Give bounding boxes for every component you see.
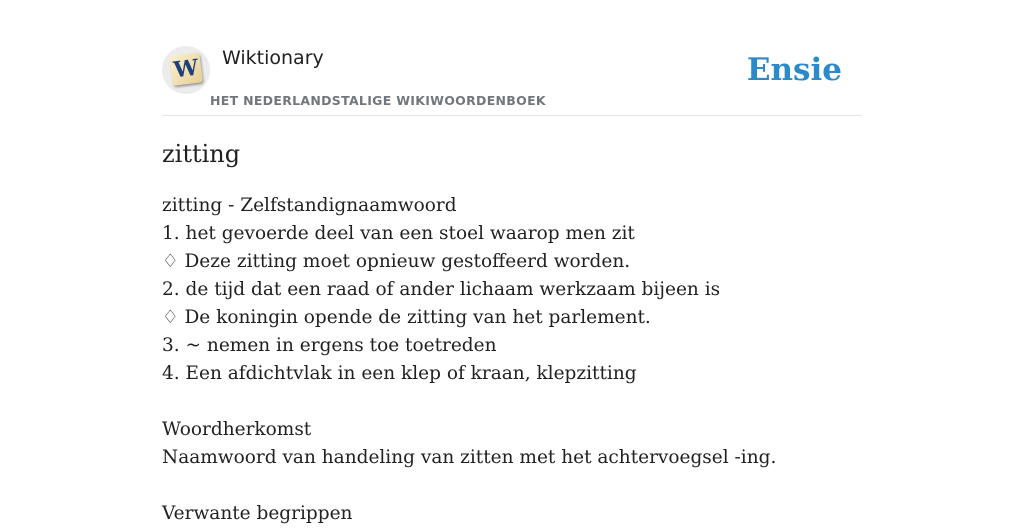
definition-2: 2. de tijd dat een raad of ander lichaam werkzaam bijeen is	[162, 279, 721, 300]
example-2: ♢ De koningin opende de zitting van het parlement.	[162, 307, 651, 328]
site-header	[162, 0, 862, 116]
logo-letter: W	[172, 54, 200, 84]
spacer	[162, 388, 862, 416]
page-title: zitting	[162, 140, 241, 168]
definition-1: 1. het gevoerde deel van een stoel waarop men zit	[162, 223, 635, 244]
definition-3: 3. ~ nemen in ergens toe toetreden	[162, 335, 497, 356]
spacer	[162, 472, 862, 500]
etymology-heading: Woordherkomst	[162, 419, 312, 440]
site-tagline: HET NEDERLANDSTALIGE WIKIWOORDENBOEK	[210, 93, 546, 108]
example-1: ♢ Deze zitting moet opnieuw gestoffeerd worden.	[162, 251, 631, 272]
site-name[interactable]: Wiktionary	[222, 47, 324, 69]
entry-content	[162, 192, 862, 528]
logo-tile-icon	[169, 52, 202, 85]
ensie-brand-link[interactable]: Ensie	[746, 52, 842, 88]
etymology-text: Naamwoord van handeling van zitten met het achtervoegsel -ing.	[162, 447, 777, 468]
related-heading: Verwante begrippen	[162, 503, 353, 524]
definition-4: 4. Een afdichtvlak in een klep of kraan, klepzitting	[162, 363, 637, 384]
entry-headline: zitting - Zelfstandignaamwoord	[162, 195, 457, 216]
wiktionary-logo[interactable]	[162, 46, 210, 94]
